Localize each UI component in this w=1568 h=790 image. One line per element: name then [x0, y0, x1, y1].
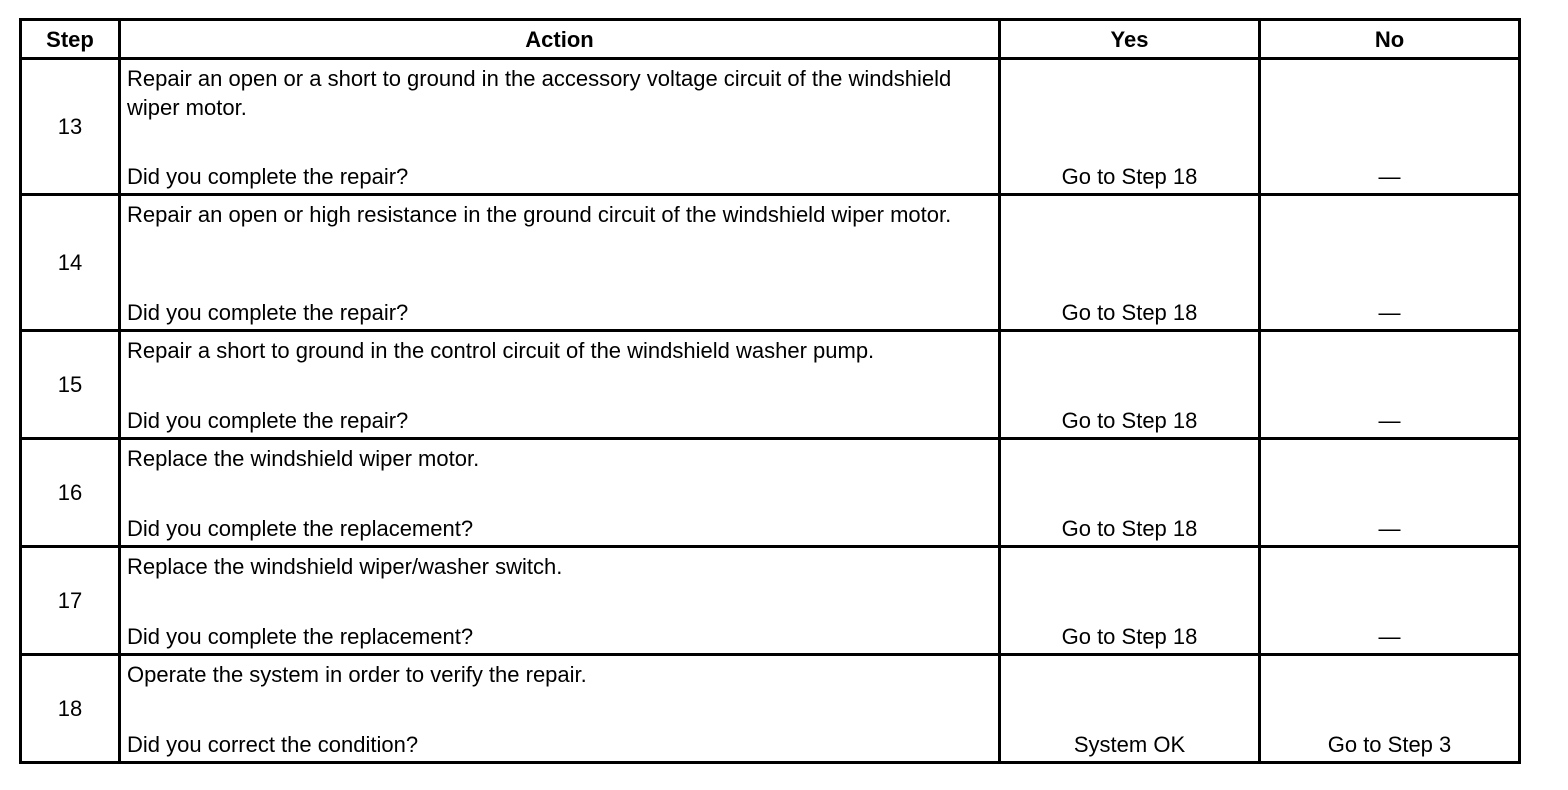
- yes-result: Go to Step 18: [1000, 439, 1260, 547]
- yes-result: System OK: [1000, 655, 1260, 763]
- table-row: [21, 331, 1520, 439]
- question-text: Did you complete the replacement?: [127, 624, 474, 649]
- action-cell: [120, 195, 1000, 331]
- action-cell: [120, 655, 1000, 763]
- diagnostic-table: [19, 18, 1521, 764]
- action-cell: [120, 547, 1000, 655]
- table-row: [21, 59, 1520, 195]
- action-text: Repair an open or high resistance in the ground circuit of the windshield wiper motor.: [127, 202, 952, 227]
- question-text: Did you complete the repair?: [127, 408, 409, 433]
- yes-result: Go to Step 18: [1000, 59, 1260, 195]
- yes-result: Go to Step 18: [1000, 195, 1260, 331]
- step-number: 14: [21, 195, 120, 331]
- yes-result: Go to Step 18: [1000, 331, 1260, 439]
- action-cell: [120, 59, 1000, 195]
- action-cell: [120, 439, 1000, 547]
- action-text: Replace the windshield wiper motor.: [127, 446, 480, 471]
- step-number: 18: [21, 655, 120, 763]
- question-text: Did you complete the repair?: [127, 164, 409, 189]
- header-action: Action: [120, 20, 1000, 59]
- no-result: —: [1260, 59, 1520, 195]
- no-result: —: [1260, 195, 1520, 331]
- no-result: —: [1260, 547, 1520, 655]
- step-number: 15: [21, 331, 120, 439]
- yes-result: Go to Step 18: [1000, 547, 1260, 655]
- table-row: [21, 655, 1520, 763]
- step-number: 17: [21, 547, 120, 655]
- no-result: —: [1260, 439, 1520, 547]
- action-text: Operate the system in order to verify the repair.: [127, 662, 587, 687]
- action-cell: [120, 331, 1000, 439]
- no-result: —: [1260, 331, 1520, 439]
- action-text: Repair an open or a short to ground in the accessory voltage circuit of the windshield wiper motor.: [127, 66, 952, 120]
- action-text: Repair a short to ground in the control circuit of the windshield washer pump.: [127, 338, 875, 363]
- question-text: Did you complete the replacement?: [127, 516, 474, 541]
- question-text: Did you complete the repair?: [127, 300, 409, 325]
- action-text: Replace the windshield wiper/washer switch.: [127, 554, 563, 579]
- step-number: 16: [21, 439, 120, 547]
- table-row: [21, 439, 1520, 547]
- header-row: [21, 20, 1520, 59]
- header-no: No: [1260, 20, 1520, 59]
- step-number: 13: [21, 59, 120, 195]
- header-yes: Yes: [1000, 20, 1260, 59]
- no-result: Go to Step 3: [1260, 655, 1520, 763]
- question-text: Did you correct the condition?: [127, 732, 419, 757]
- table-row: [21, 547, 1520, 655]
- header-step: Step: [21, 20, 120, 59]
- table-row: [21, 195, 1520, 331]
